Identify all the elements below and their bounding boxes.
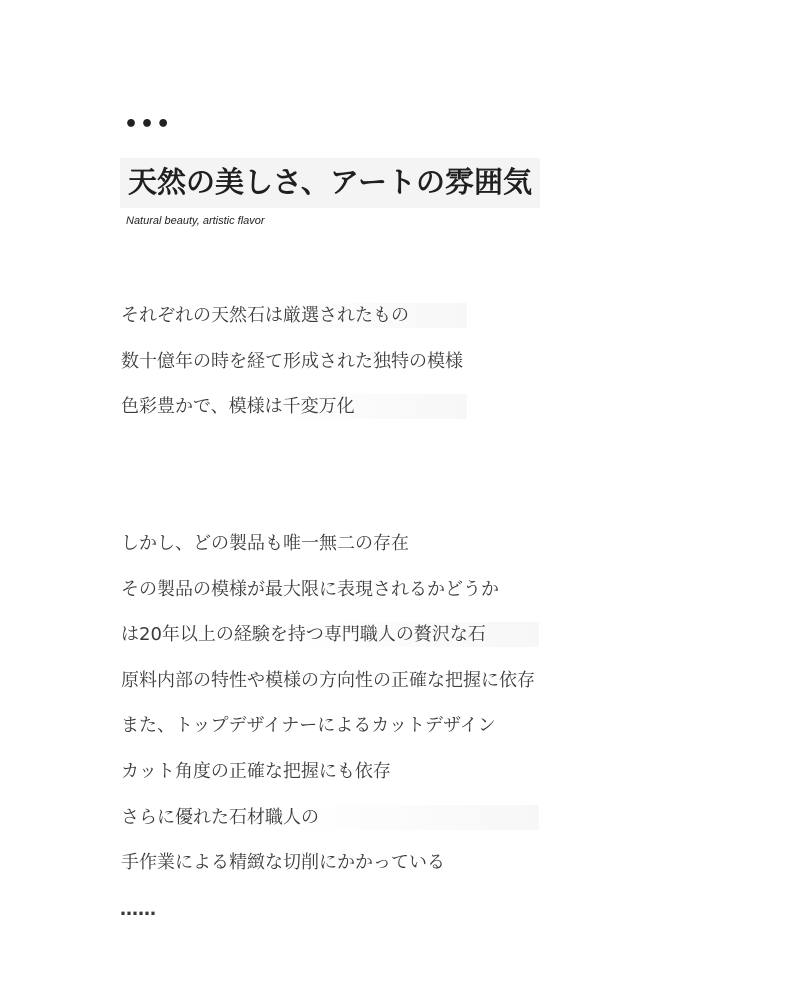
paragraph-craft <box>121 531 539 896</box>
decorative-dots: ••• <box>124 112 173 137</box>
text-line: それぞれの天然石は厳選されたもの <box>121 303 467 328</box>
text-line: さらに優れた石材職人の <box>121 805 539 830</box>
text-line: 数十億年の時を経て形成された独特の模様 <box>121 350 463 372</box>
text-line: 原料内部の特性や模様の方向性の正確な把握に依存 <box>121 669 535 691</box>
heading-block <box>120 158 540 228</box>
text-line: 手作業による精緻な切削にかかっている <box>121 852 445 874</box>
text-line: は20年以上の経験を持つ専門職人の贅沢な石 <box>121 622 539 647</box>
page-title: 天然の美しさ、アートの雰囲気 <box>120 158 540 208</box>
page-subtitle: Natural beauty, artistic flavor <box>126 215 265 227</box>
text-line: また、トップデザイナーによるカットデザイン <box>121 715 496 737</box>
paragraph-intro <box>121 303 467 440</box>
text-line: 色彩豊かで、模様は千変万化 <box>121 394 467 419</box>
text-line: カット角度の正確な把握にも依存 <box>121 760 391 782</box>
ellipsis: …… <box>120 899 156 920</box>
text-line: しかし、どの製品も唯一無二の存在 <box>121 533 409 554</box>
text-line: その製品の模様が最大限に表現されるかどうか <box>121 578 499 600</box>
